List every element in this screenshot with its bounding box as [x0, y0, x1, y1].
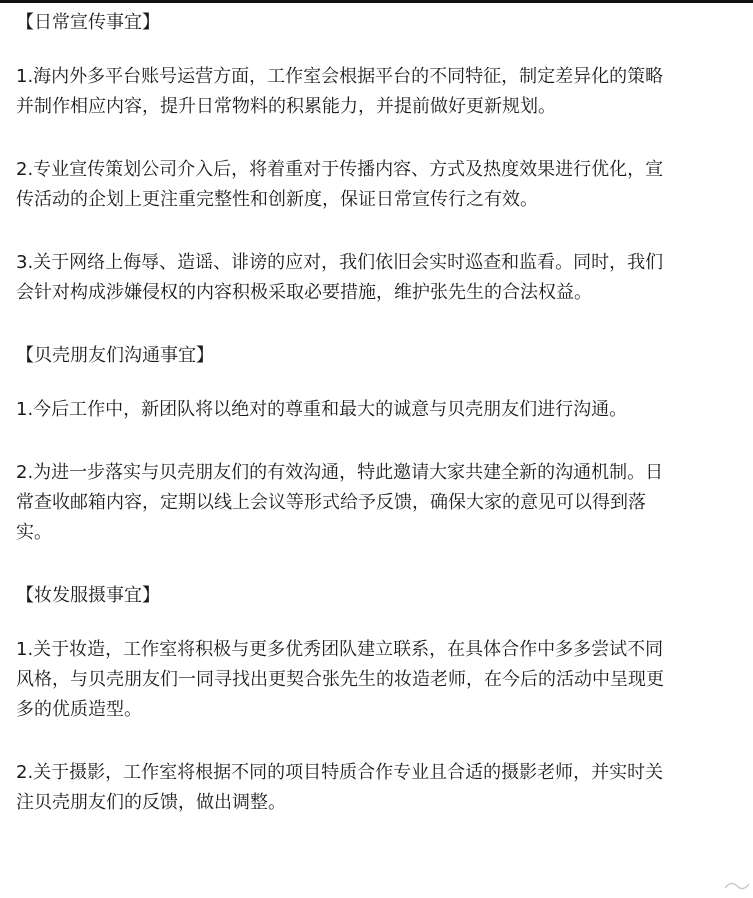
paragraph-line: 2.为进一步落实与贝壳朋友们的有效沟通，特此邀请大家共建全新的沟通机制。日 [16, 462, 664, 483]
paragraph-line: 实。 [16, 522, 52, 543]
paragraph [16, 758, 738, 818]
paragraph-line: 1.关于妆造，工作室将积极与更多优秀团队建立联系，在具体合作中多多尝试不同 [16, 639, 664, 660]
section-heading: 【妆发服摄事宜】 [16, 585, 160, 606]
paragraph [16, 62, 738, 122]
paragraph-line: 风格，与贝壳朋友们一同寻找出更契合张先生的妆造老师，在今后的活动中呈现更 [16, 669, 664, 690]
paragraph [16, 458, 738, 548]
paragraph-line: 注贝壳朋友们的反馈，做出调整。 [16, 792, 286, 813]
paragraph [16, 155, 738, 215]
document-body [16, 8, 738, 851]
paragraph [16, 635, 738, 725]
paragraph-line: 并制作相应内容，提升日常物料的积累能力，并提前做好更新规划。 [16, 96, 556, 117]
paragraph-line: 3.关于网络上侮辱、造谣、诽谤的应对，我们依旧会实时巡查和监看。同时，我们 [16, 252, 664, 273]
paragraph-line: 2.关于摄影，工作室将根据不同的项目特质合作专业且合适的摄影老师，并实时关 [16, 762, 664, 783]
paragraph [16, 248, 738, 308]
top-border [0, 0, 753, 3]
paragraph-line: 常查收邮箱内容，定期以线上会议等形式给予反馈，确保大家的意见可以得到落 [16, 492, 646, 513]
paragraph-line: 会针对构成涉嫌侵权的内容积极采取必要措施，维护张先生的合法权益。 [16, 282, 592, 303]
section-styling-photography [16, 581, 738, 818]
section-heading: 【贝壳朋友们沟通事宜】 [16, 345, 214, 366]
section-fan-communication [16, 341, 738, 548]
paragraph-line: 多的优质造型。 [16, 699, 142, 720]
paragraph [16, 395, 738, 425]
paragraph-line: 1.海内外多平台账号运营方面，工作室会根据平台的不同特征，制定差异化的策略 [16, 66, 664, 87]
paragraph-line: 2.专业宣传策划公司介入后，将着重对于传播内容、方式及热度效果进行优化，宣 [16, 159, 664, 180]
section-heading: 【日常宣传事宜】 [16, 12, 160, 33]
paragraph-line: 1.今后工作中，新团队将以绝对的尊重和最大的诚意与贝壳朋友们进行沟通。 [16, 399, 628, 420]
section-daily-publicity [16, 8, 738, 308]
paragraph-line: 传活动的企划上更注重完整性和创新度，保证日常宣传行之有效。 [16, 189, 538, 210]
watermark-mark [723, 878, 751, 892]
